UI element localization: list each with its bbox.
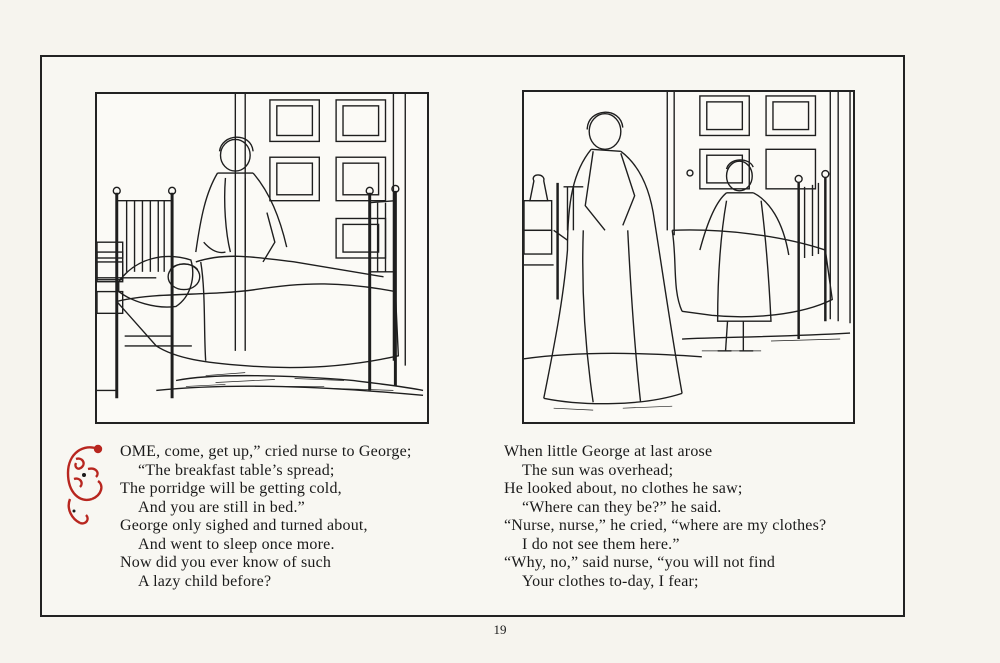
verse-line: When little George at last arose — [504, 443, 713, 460]
verse-line: And went to sleep once more. — [138, 535, 335, 553]
verse-line: And you are still in bed.” — [138, 498, 305, 516]
verse-line: “The breakfast table’s spread; — [138, 461, 335, 479]
verse-line: “Where can they be?” he said. — [522, 498, 722, 516]
verse-line: Your clothes to-day, I fear; — [522, 572, 699, 590]
illustration-nurse-waking-boy — [95, 92, 429, 424]
verse-line — [120, 443, 470, 462]
nurse-and-boy-in-nightgown-illustration — [524, 92, 853, 422]
dropcap-letter — [62, 439, 108, 531]
right-verse — [504, 443, 884, 591]
illustration-nurse-and-boy — [522, 90, 855, 424]
verse-line: George only sighed and turned about, — [120, 517, 368, 534]
verse-line: “Why, no,” said nurse, “you will not find — [504, 554, 776, 571]
page-number: 19 — [493, 622, 507, 637]
left-verse — [120, 443, 470, 591]
verse-line: I do not see them here.” — [522, 535, 680, 553]
verse-line: He looked about, no clothes he saw; — [504, 480, 743, 497]
first-line-text: OME, come, get up,” cried nurse to George; — [120, 443, 412, 460]
verse-line: “Nurse, nurse,” he cried, “where are my clothes? — [504, 517, 827, 534]
verse-line: The porridge will be getting cold, — [120, 480, 342, 497]
verse-line: The sun was overhead; — [522, 461, 674, 479]
verse-line: Now did you ever know of such — [120, 554, 332, 571]
nurse-waking-sleeping-boy-illustration — [97, 94, 427, 422]
ornamental-letter-C-icon — [62, 439, 108, 531]
verse-line: A lazy child before? — [138, 572, 272, 590]
page-frame — [40, 55, 905, 617]
